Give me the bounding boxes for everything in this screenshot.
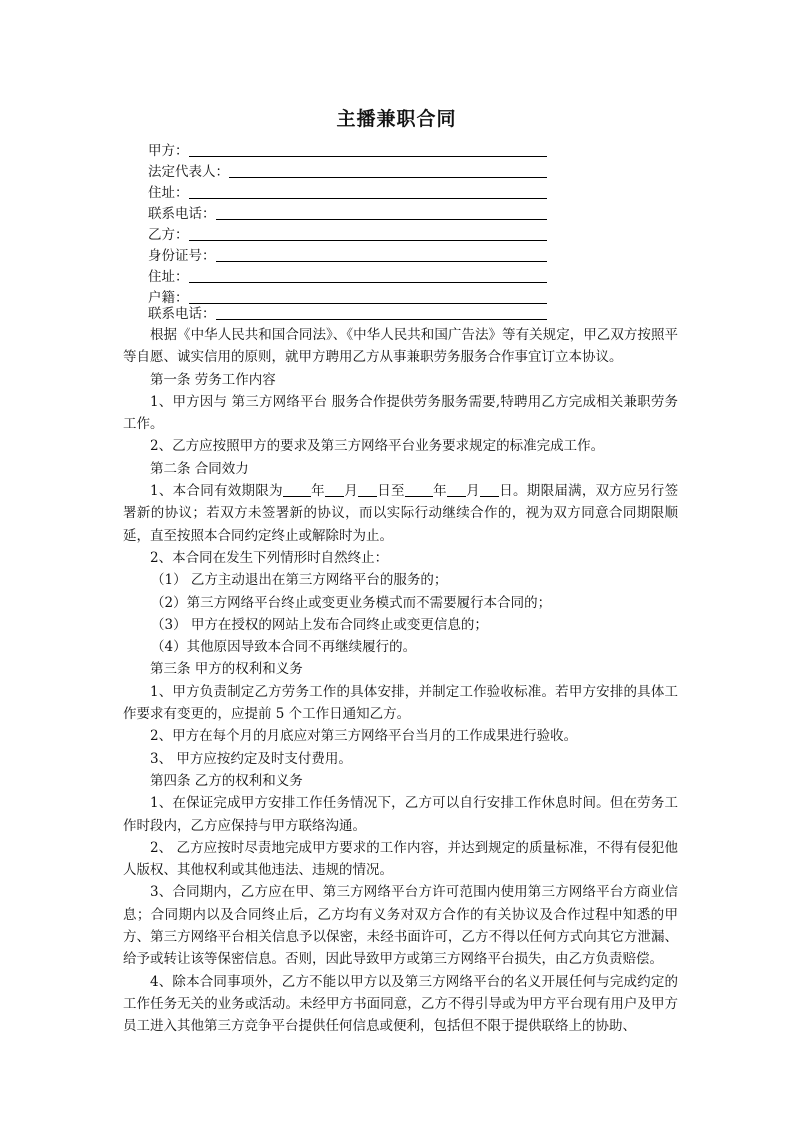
article-4-clause-3: 3、合同期内，乙方应在甲、第三方网络平台方许可范围内使用第三方网络平台方商业信息；合同期内以及合同终止后，乙方均有义务对双方合作的有关协议及合作过程中知悉的甲方、第三方网络平台相关信息予以保密，未经书面许可，乙方不得以任何方式向其它方泄漏、给予或转让该等保密信息。否则，因此导致甲方或第三方网络平台损失，由乙方负责赔偿。 [123, 884, 678, 968]
article-2-heading: 第二条 合同效力 [150, 460, 249, 477]
day-end-label: 日。 [498, 483, 527, 500]
field-label: 户籍： [148, 290, 189, 306]
day-to-label: 日至 [376, 483, 405, 500]
article-1-clause-2: 2、乙方应按照甲方的要求及第三方网络平台业务要求规定的标准完成工作。 [150, 438, 605, 455]
field-label: 法定代表人： [148, 164, 229, 180]
party-b-phone-field [148, 304, 547, 324]
field-label: 住址： [148, 185, 189, 201]
year-label: 年 [432, 483, 447, 500]
article-2-clause-2: 2、本合同在发生下列情形时自然终止： [150, 549, 389, 566]
intro-paragraph: 根据《中华人民共和国合同法》、《中华人民共和国广告法》等有关规定，甲乙双方按照平等自愿、诚实信用的原则，就甲方聘用乙方从事兼职劳务服务合作事宜订立本协议。 [123, 327, 678, 366]
clause-text: 期限届满，双方应另行签署新的协议；若双方未签署新的协议，而以实际行动继续合作的，视为双方同意合同期限顺延，直至按照本合同约定终止或解除时为止。 [123, 483, 679, 544]
blank-line [189, 288, 548, 304]
party-b-field [148, 225, 547, 245]
blank-month [325, 482, 344, 497]
field-label: 甲方： [148, 143, 189, 159]
article-1-heading: 第一条 劳务工作内容 [150, 371, 276, 388]
termination-item: （3） 甲方在授权的网站上发布合同终止或变更信息的； [151, 616, 488, 633]
blank-day [480, 482, 499, 497]
article-3-clause-2: 2、甲方在每个月的月底应对第三方网络平台当月的工作成果进行验收。 [150, 728, 578, 745]
termination-item: （1） 乙方主动退出在第三方网络平台的服务的； [151, 572, 448, 589]
blank-year [405, 482, 433, 497]
blank-year [283, 482, 311, 497]
blank-month [447, 482, 466, 497]
blank-line [189, 267, 548, 283]
field-label: 身份证号： [148, 248, 216, 264]
month-label: 月 [343, 483, 358, 500]
legal-rep-field [148, 162, 547, 182]
month-label: 月 [465, 483, 480, 500]
id-number-field [148, 246, 547, 266]
blank-line [189, 225, 548, 241]
clause-text: 1、本合同有效期限为 [150, 483, 283, 500]
field-label: 联系电话： [148, 206, 216, 222]
field-label: 联系电话： [148, 306, 216, 322]
blank-day [358, 482, 377, 497]
blank-line [216, 246, 548, 262]
party-b-address-field [148, 267, 547, 287]
article-3-heading: 第三条 甲方的权利和义务 [150, 661, 303, 678]
party-a-field [148, 141, 547, 161]
blank-line [216, 204, 548, 220]
contract-body [123, 324, 678, 1038]
blank-line [189, 141, 548, 157]
article-3-clause-1: 1、甲方负责制定乙方劳务工作的具体安排，并制定工作验收标准。若甲方安排的具体工作要求有变更的，应提前 5 个工作日通知乙方。 [123, 683, 678, 723]
blank-line [189, 183, 548, 199]
document-title: 主播兼职合同 [336, 108, 457, 130]
field-label: 住址： [148, 269, 189, 285]
party-a-phone-field [148, 204, 547, 224]
article-4-clause-2: 2、 乙方应按时尽责地完成甲方要求的工作内容，并达到规定的质量标准，不得有侵犯他人版权、其他权利或其他违法、违规的情况。 [123, 839, 678, 879]
blank-line [216, 304, 548, 320]
termination-item: （4）其他原因导致本合同不再继续履行的。 [151, 639, 417, 656]
article-4-clause-1: 1、在保证完成甲方安排工作任务情况下，乙方可以自行安排工作休息时间。但在劳务工作时段内，乙方应保持与甲方联络沟通。 [123, 795, 678, 834]
year-label: 年 [310, 483, 325, 500]
article-4-heading: 第四条 乙方的权利和义务 [150, 772, 303, 789]
field-label: 乙方： [148, 227, 189, 243]
article-3-clause-3: 3、 甲方应按约定及时支付费用。 [150, 750, 352, 767]
article-4-clause-4: 4、除本合同事项外，乙方不能以甲方以及第三方网络平台的名义开展任何与完成约定的工作任务无关的业务或活动。未经甲方书面同意，乙方不得引导或为甲方平台现有用户及甲方员工进入其他第三方竞争平台提供任何信息或便利，包括但不限于提供联络上的协助、 [123, 973, 678, 1035]
article-2-clause-1 [123, 480, 678, 547]
termination-item: （2）第三方网络平台终止或变更业务模式而不需要履行本合同的； [151, 594, 552, 611]
party-a-address-field [148, 183, 547, 203]
article-1-clause-1: 1、甲方因与 第三方网络平台 服务合作提供劳务服务需要,特聘用乙方完成相关兼职劳务工作。 [123, 393, 678, 433]
blank-line [229, 162, 547, 178]
